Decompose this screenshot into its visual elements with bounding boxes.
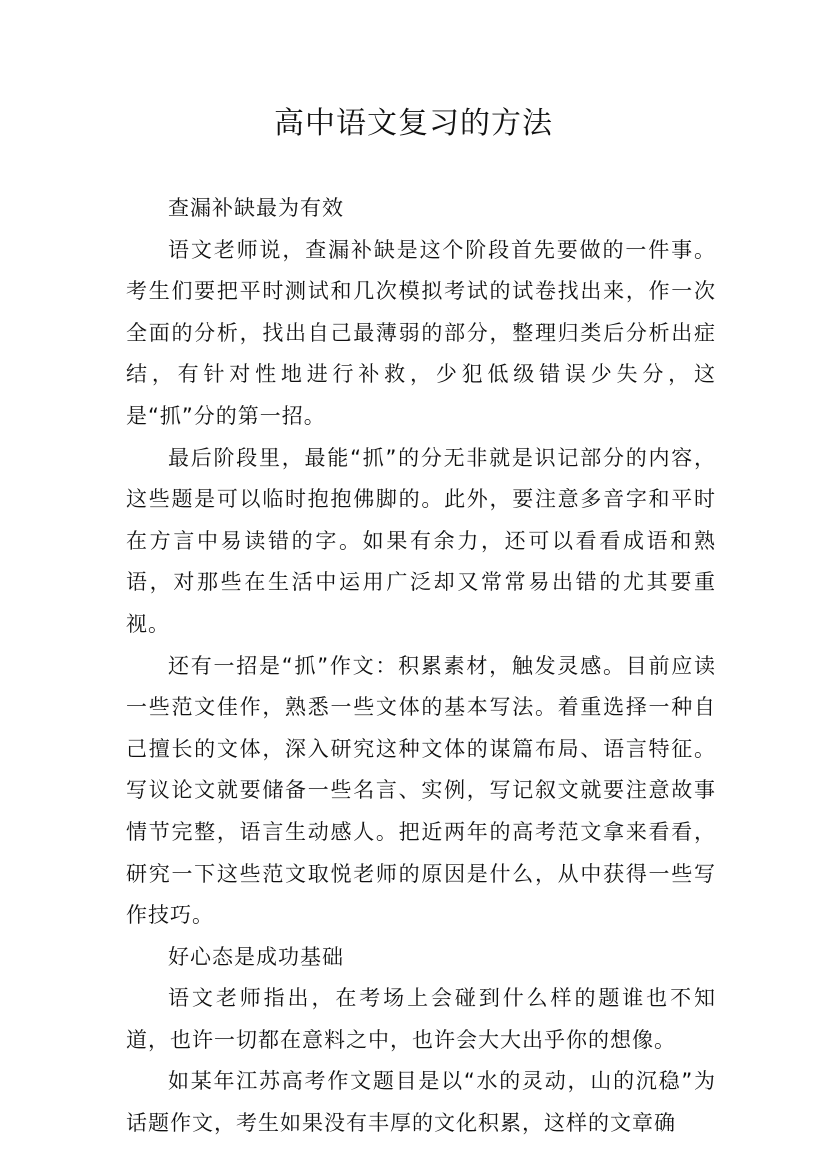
paragraph: 语文老师指出，在考场上会碰到什么样的题谁也不知道，也许一切都在意料之中，也许会大大出乎你的想像。 — [126, 986, 716, 1052]
paragraph: 还有一招是“抓”作文：积累素材，触发灵感。目前应读一些范文佳作，熟悉一些文体的基本写法。着重选择一种自己擅长的文体，深入研究这种文体的谋篇布局、语言特征。写议论文就要储备一些名言、实例，写记叙文就要注意故事情节完整，语言生动感人。把近两年的高考范文拿来看看，研究一下这些范文取悦老师的原因是什么，从中获得一些写作技巧。 — [126, 653, 716, 928]
paragraph: 语文老师说，查漏补缺是这个阶段首先要做的一件事。考生们要把平时测试和几次模拟考试的试卷找出来，作一次全面的分析，找出自己最薄弱的部分，整理归类后分析出症结，有针对性地进行补救，少犯低级错误少失分，这是“抓”分的第一招。 — [126, 237, 716, 428]
document-title: 高中语文复习的方法 — [274, 106, 553, 141]
section-heading-good-mindset: 好心态是成功基础 — [168, 944, 344, 969]
section-heading-check-gaps: 查漏补缺最为有效 — [168, 196, 344, 220]
paragraph: 如某年江苏高考作文题目是以“水的灵动，山的沉稳”为话题作文，考生如果没有丰厚的文化积累，这样的文章确 — [126, 1069, 716, 1136]
document-body — [126, 188, 716, 1145]
paragraph: 最后阶段里，最能“抓”的分无非就是识记部分的内容，这些题是可以临时抱抱佛脚的。此外，要注意多音字和平时在方言中易读错的字。如果有余力，还可以看看成语和熟语，对那些在生活中运用广泛却又常常易出错的尤其要重视。 — [126, 445, 716, 636]
